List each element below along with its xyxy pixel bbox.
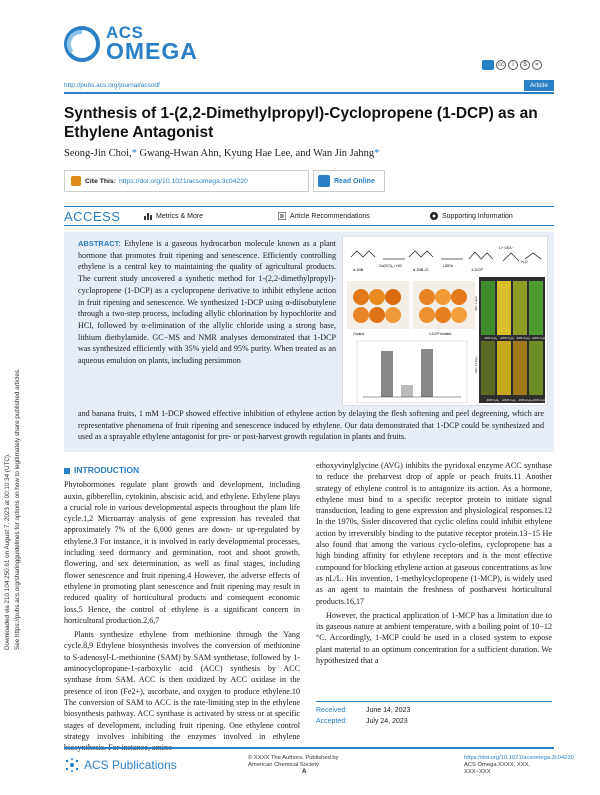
- toc-label-control: Control: [353, 332, 365, 336]
- footer-doi-link[interactable]: https://doi.org/10.1021/acsomega.3c04220: [464, 755, 574, 761]
- intro-paragraph-3: ethoxyvinylglycine (AVG) inhibits the pyridoxal enzyme ACC synthase to reduce the preharvest drop of apple or peach fruits.11 Another strategy of ethylene control is to antagonize its action. As a hormone, ethylene must bind to a specific receptor protein to initiate signal transduction, leading to gene expression and physiological responses.12 In the 1970s, Sisler discovered that cyclic olefins could inhibit ethylene action by irreversibly binding to the putative receptor protein.13−15 He also found that among the various cyclo-olefins, cyclopropene has a high binding affinity for ethylene receptors and is the most effective compound for blocking ethylene action at gaseous concentrations as low as nL/L. His invention, 1-methylcyclopropene (1-MCP), is widely used as an agent to maintain the freshness of postharvest horticultural products.16,17: [316, 461, 552, 606]
- logo-word-omega: OMEGA: [106, 38, 198, 65]
- supporting-info-icon: [430, 212, 438, 220]
- corresponding-star-2: *: [374, 148, 380, 159]
- column-left: [64, 465, 300, 756]
- toc-graphic: [342, 236, 548, 406]
- toc-label-lidea: LiDEA: [443, 264, 453, 268]
- toc-label-reagent1: Ca(OCl)₂ / HCl: [379, 264, 402, 268]
- accepted-label: Accepted:: [316, 718, 348, 725]
- toc-figure: [343, 237, 549, 407]
- cite-this-box[interactable]: [64, 170, 309, 192]
- download-notice-line2: See https://pubs.acs.org/sharingguidelines for options on how to legitimately share published articles.: [14, 368, 21, 650]
- article-dates: [316, 701, 552, 727]
- copyright-line1: © XXXX The Authors. Published by: [248, 755, 339, 761]
- metrics-label: Metrics & More: [156, 212, 204, 220]
- cite-label: Cite This:: [85, 177, 116, 185]
- article-type-tag: Article: [524, 80, 554, 91]
- toc-group-1b: -DCP-C₂H₄: [486, 399, 500, 402]
- abstract-body-1: Ethylene is a gaseous hydrocarbon molecule known as a plant hormone that promotes fruit ripening and senescence. Efficiently controlling ethylene is a central key to maintaining the quality of agricultural products. The current study uncovered a synthetic method for 1-(2,2-dimethylpropyl)-cyclopropene (1-DCP) as a cyclopropene derivative to inhibit ethylene action in fruit ripening and senescence. We synthesized 1-DCP using α-diisobutylene through a two-step process, including allylic chlorination by hypochlorite and HCl, followed by α-elimination of the allylic chloride using a strong base, lithium diethylamide. GC−MS and NMR analyses demonstrated that 1-DCP was synthesized efficiently with 35% yield and 95% purity. When treated as an aqueous emulsion on plants, including persimmon: [78, 239, 336, 366]
- journal-url-link[interactable]: http://pubs.acs.org/journal/acsodf: [64, 82, 160, 89]
- access-bar: [64, 206, 554, 226]
- accepted-date: July 24, 2023: [366, 718, 408, 725]
- page-number: A: [302, 769, 307, 775]
- abstract-panel: [64, 232, 554, 452]
- intro-paragraph-4: However, the practical application of 1-MCP has a limitation due to its gaseous nature at ambient temperature, with a boiling point of 10−12 °C. Accordingly, 1-MCP could be used in a closed system to expose plant material to an optimum concentration for a sufficient duration. We hypothesized that a: [316, 610, 552, 666]
- toc-label-adib: α-DIB: [353, 267, 364, 272]
- page-footer: [64, 747, 574, 781]
- supporting-info-button[interactable]: [430, 212, 513, 220]
- author-first[interactable]: Seong-Jin Choi,: [64, 148, 132, 159]
- toc-label-dcp: 1-DCP: [471, 267, 484, 272]
- read-online-label: Read Online: [334, 177, 375, 185]
- acs-authorchoice-icon: [482, 60, 494, 70]
- download-notice: [2, 230, 22, 650]
- toc-group-3b: -DCP+C₂H₄: [518, 399, 532, 402]
- received-label: Received:: [316, 707, 348, 714]
- copyright-notice: [248, 755, 339, 769]
- toc-label-h2o: H₂O: [521, 260, 528, 264]
- toc-label-7days: After 7 days: [474, 296, 478, 311]
- abstract-label: ABSTRACT:: [78, 239, 121, 248]
- read-online-icon: [318, 175, 330, 187]
- read-online-button[interactable]: [313, 170, 385, 192]
- license-badges[interactable]: [482, 60, 542, 70]
- intro-heading-text: INTRODUCTION: [74, 465, 140, 475]
- abstract-body-2: and banana fruits, 1 mM 1-DCP showed effective inhibition of ethylene action by delaying the flesh softening and peel degreening, which are representative phenomena of fruit ripening and senescence induced by ethylene. Our data demonstrated that 1-DCP could be synthesized and used as a sprayable ethylene antagonist for pre- or post-harvest growth regulation in plants and fruits.: [78, 409, 544, 442]
- toc-group-3: -DCP+C₂H₄: [516, 337, 530, 340]
- nd-icon: =: [532, 60, 542, 70]
- toc-group-4b: +DCP+C₂H₄: [532, 399, 547, 402]
- logo-word-acs: ACS: [106, 23, 144, 42]
- metrics-button[interactable]: [144, 212, 203, 220]
- access-label: ACCESS: [64, 209, 121, 224]
- toc-group-1: -DCP-C₂H₄: [484, 337, 498, 340]
- copyright-line2: American Chemical Society: [248, 762, 319, 768]
- toc-group-4: +DCP+C₂H₄: [532, 337, 547, 340]
- toc-label-li-dea: Li⁺ DEA⁻: [499, 246, 514, 250]
- toc-label-treated: 1-DCP treated: [429, 332, 452, 336]
- toc-label-chloride: α-DIB-Cl: [413, 267, 429, 272]
- toc-label-14days: After 14 days: [474, 356, 478, 373]
- column-right: [316, 460, 552, 669]
- intro-paragraph-1: Phytohormones regulate plant growth and development, including auxin, gibberellin, cytokinin, abscisic acid, and ethylene. Ethylene plays a crucial role in various developmental aspects throughout the plant life cycle.1,2 Microarray analysis of gene expression has revealed that approximately 7% of the 6,000 genes are down- or up-regulated by ethylene.3 For instance, it is involved in early developmental processes, including seed dormancy and germination, root and shoot growth, flowering, and sex determination, as well as final stages, including flower senescence and fruit ripening.4 However, the adverse effects of ethylene in promoting plant senescence and fruit ripening may result in reduced quality of horticultural products and consequent economic loss.5 Hence, the control of ethylene is a significant concern in horticultural production.2,6,7: [64, 480, 300, 625]
- acs-omega-logo-icon: [64, 26, 100, 62]
- cc-icon: cc: [498, 62, 504, 68]
- list-icon: [278, 212, 286, 220]
- article-title: Synthesis of 1-(2,2-Dimethylpropyl)-Cyclopropene (1-DCP) as an Ethylene Antagonist: [64, 105, 538, 141]
- acs-publications-logo[interactable]: [64, 757, 177, 773]
- section-square-icon: [64, 468, 70, 474]
- nc-icon: $: [520, 60, 530, 70]
- toc-group-2b: +DCP-C₂H₄: [502, 399, 516, 402]
- journal-url-bar: [64, 62, 554, 94]
- intro-paragraph-2: Plants synthesize ethylene from methionine through the Yang cycle.8,9 Ethylene biosynthesis involves the conversion of methionine to S-adenosyl-L-methionine (SAM) by SAM synthetase, followed by 1-aminocyclopropane-1-carboxylic acid (ACC) synthesis by ACC synthase from SAM. ACC is then oxidized by ACC oxidase in the presence of iron (Fe2+), ascorbate, and oxygen to produce ethylene.10 The conversion of SAM to ACC is the rate-limiting step in the ethylene biosynthesis pathway. ACC synthase is activated by stress or at specific stages of development, including fruit ripening. One ethylene control strategy involves inhibiting the enzymes involved in ethylene biosynthesis. For instance, amino-: [64, 630, 300, 753]
- abstract-text: [78, 238, 336, 367]
- author-list: [64, 148, 379, 159]
- intro-heading: [64, 465, 300, 476]
- cite-icon: [71, 176, 81, 186]
- supporting-label: Supporting Information: [442, 212, 513, 220]
- cite-doi-link[interactable]: https://doi.org/10.1021/acsomega.3c04220: [118, 177, 248, 185]
- recommendations-label: Article Recommendations: [290, 212, 370, 220]
- recommendations-button[interactable]: [278, 212, 370, 220]
- footer-journal-ref: ACS Omega XXXX, XXX, XXX−XXX: [464, 762, 531, 775]
- received-date: June 14, 2023: [366, 707, 411, 714]
- bar-chart-icon: [144, 212, 152, 220]
- by-icon: i: [508, 60, 518, 70]
- corresponding-star: *: [131, 148, 137, 159]
- author-rest[interactable]: Gwang-Hwan Ahn, Kyung Hae Lee, and Wan Jin Jahng: [136, 148, 375, 159]
- journal-logo[interactable]: [64, 22, 198, 66]
- publisher-name: ACS Publications: [84, 758, 177, 772]
- acs-publications-icon: [64, 757, 80, 773]
- footer-citation: [464, 755, 574, 776]
- download-notice-line1: Downloaded via 210.104.250.61 on August 7, 2023 at 00:10:34 (UTC).: [4, 453, 11, 650]
- toc-group-2: +DCP-C₂H₄: [500, 337, 514, 340]
